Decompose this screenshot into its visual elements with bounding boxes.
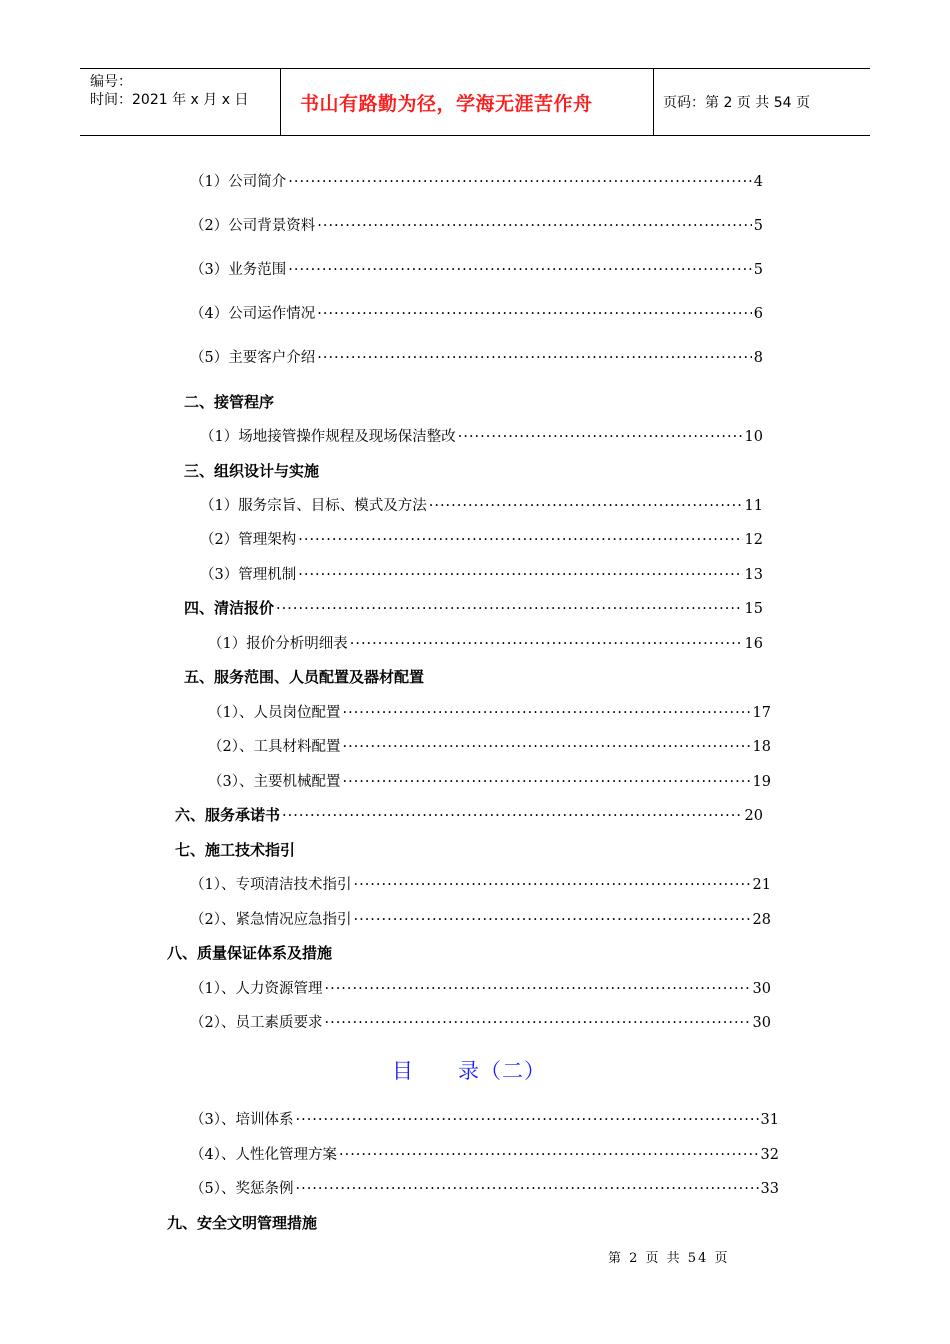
toc-entry[interactable] bbox=[190, 1143, 779, 1164]
toc-leader-dots bbox=[458, 429, 743, 445]
toc-leader-dots bbox=[288, 262, 752, 278]
toc-entry-label: 四、清洁报价 bbox=[184, 599, 275, 617]
toc-entry[interactable] bbox=[208, 701, 771, 722]
header-page-info: 页码：第 2 页 共 54 页 bbox=[663, 95, 810, 111]
toc-entry[interactable] bbox=[190, 302, 763, 323]
toc-page-number: 33 bbox=[760, 1181, 779, 1197]
toc-entry[interactable] bbox=[200, 494, 763, 515]
toc-entry-label: 六、服务承诺书 bbox=[175, 806, 281, 824]
time-label: 时间：2021 年 x 月 x 日 bbox=[90, 92, 249, 108]
toc-entry[interactable] bbox=[190, 1011, 771, 1032]
toc-page-number: 5 bbox=[753, 262, 763, 278]
toc-leader-dots bbox=[282, 808, 743, 824]
toc-leader-dots bbox=[342, 774, 750, 790]
toc-leader-dots bbox=[342, 705, 750, 721]
toc-leader-dots bbox=[324, 1015, 750, 1031]
toc-entry-label: （2）管理架构 bbox=[200, 532, 297, 548]
toc-page-number: 32 bbox=[760, 1147, 779, 1163]
toc-leader-dots bbox=[298, 532, 742, 548]
toc-entry-label: （1）场地接管操作规程及现场保洁整改 bbox=[200, 429, 456, 445]
toc-page-number: 31 bbox=[760, 1112, 779, 1128]
toc-entry-label: （1）、人力资源管理 bbox=[190, 981, 323, 997]
toc-page-number: 17 bbox=[752, 705, 771, 721]
toc-leader-dots bbox=[353, 877, 750, 893]
toc-entry[interactable] bbox=[190, 258, 763, 279]
toc-leader-dots bbox=[317, 350, 752, 366]
toc-heading: 五、服务范围、人员配置及器材配置 bbox=[184, 668, 425, 686]
toc-entry-label: （1）公司简介 bbox=[190, 174, 287, 190]
header-motto: 书山有路勤为径，学海无涯苦作舟 bbox=[281, 69, 654, 135]
toc-heading: 八、质量保证体系及措施 bbox=[167, 944, 333, 962]
toc-entry-label: （2）、紧急情况应急指引 bbox=[190, 912, 352, 928]
toc-entry-label: （4）公司运作情况 bbox=[190, 306, 316, 322]
toc-leader-dots bbox=[298, 567, 742, 583]
toc-entry[interactable] bbox=[190, 1108, 779, 1129]
toc-entry[interactable] bbox=[190, 214, 763, 235]
toc-leader-dots bbox=[288, 174, 752, 190]
toc-entry[interactable] bbox=[190, 908, 771, 929]
toc-heading: 七、施工技术指引 bbox=[175, 841, 296, 859]
toc-entry[interactable] bbox=[200, 528, 763, 549]
toc-page-number: 13 bbox=[744, 567, 763, 583]
toc-entry-label: （3）、主要机械配置 bbox=[208, 774, 341, 790]
toc-entry-label: （5）主要客户介绍 bbox=[190, 350, 316, 366]
toc-page-number: 19 bbox=[752, 774, 771, 790]
toc-entry[interactable] bbox=[190, 346, 763, 367]
serial-number-label: 编号： bbox=[90, 74, 132, 90]
toc-entry-label: （3）业务范围 bbox=[190, 262, 287, 278]
toc-heading: 九、安全文明管理措施 bbox=[167, 1214, 318, 1232]
toc-entry[interactable] bbox=[200, 425, 763, 446]
toc-page-number: 5 bbox=[753, 218, 763, 234]
toc-leader-dots bbox=[350, 636, 743, 652]
toc-leader-dots bbox=[429, 498, 743, 514]
toc-entry[interactable] bbox=[208, 735, 771, 756]
toc-entry-label: （2）公司背景资料 bbox=[190, 218, 316, 234]
toc-page-number: 28 bbox=[752, 912, 771, 928]
toc-page-number: 16 bbox=[744, 636, 763, 652]
toc-heading: 二、接管程序 bbox=[184, 393, 275, 411]
toc-leader-dots bbox=[324, 981, 750, 997]
toc-entry[interactable] bbox=[208, 632, 763, 653]
toc-page-number: 20 bbox=[744, 808, 763, 824]
toc-entry-label: （2）、工具材料配置 bbox=[208, 739, 341, 755]
toc-leader-dots bbox=[339, 1147, 759, 1163]
toc-entry-label: （1）、人员岗位配置 bbox=[208, 705, 341, 721]
toc-entry[interactable] bbox=[208, 770, 771, 791]
section-title: 目 录（二） bbox=[392, 1059, 546, 1083]
toc-heading: 三、组织设计与实施 bbox=[184, 462, 320, 480]
toc-page-number: 30 bbox=[752, 1015, 771, 1031]
toc-entry[interactable] bbox=[190, 977, 771, 998]
page-footer: 第 2 页 共 54 页 bbox=[608, 1251, 730, 1266]
toc-page-number: 18 bbox=[752, 739, 771, 755]
toc-entry-label: （2）、员工素质要求 bbox=[190, 1015, 323, 1031]
toc-entry[interactable] bbox=[190, 873, 771, 894]
toc-entry-label: （5）、奖惩条例 bbox=[190, 1181, 294, 1197]
toc-leader-dots bbox=[342, 739, 750, 755]
toc-entry-label: （3）管理机制 bbox=[200, 567, 297, 583]
toc-leader-dots bbox=[295, 1112, 758, 1128]
toc-leader-dots bbox=[317, 306, 752, 322]
toc-heading-entry[interactable] bbox=[175, 804, 763, 825]
toc-page-number: 10 bbox=[744, 429, 763, 445]
toc-page-number: 21 bbox=[752, 877, 771, 893]
toc-leader-dots bbox=[353, 912, 750, 928]
toc-page-number: 12 bbox=[744, 532, 763, 548]
toc-entry[interactable] bbox=[190, 170, 763, 191]
toc-entry-label: （1）、专项清洁技术指引 bbox=[190, 877, 352, 893]
toc-leader-dots bbox=[276, 601, 743, 617]
toc-entry-label: （1）报价分析明细表 bbox=[208, 636, 348, 652]
toc-leader-dots bbox=[295, 1181, 758, 1197]
toc-leader-dots bbox=[317, 218, 752, 234]
toc-entry-label: （3）、培训体系 bbox=[190, 1112, 294, 1128]
header-meta bbox=[80, 69, 281, 135]
toc-entry[interactable] bbox=[190, 1177, 779, 1198]
toc-heading-entry[interactable] bbox=[184, 597, 763, 618]
toc-entry-label: （4）、人性化管理方案 bbox=[190, 1147, 337, 1163]
toc-entry-label: （1）服务宗旨、目标、模式及方法 bbox=[200, 498, 427, 514]
toc-page-number: 4 bbox=[753, 174, 763, 190]
toc-page-number: 30 bbox=[752, 981, 771, 997]
toc-page-number: 15 bbox=[744, 601, 763, 617]
toc-page-number: 8 bbox=[753, 350, 763, 366]
toc-entry[interactable] bbox=[200, 563, 763, 584]
toc-page-number: 6 bbox=[753, 306, 763, 322]
page-header bbox=[80, 68, 870, 136]
toc-page-number: 11 bbox=[744, 498, 763, 514]
